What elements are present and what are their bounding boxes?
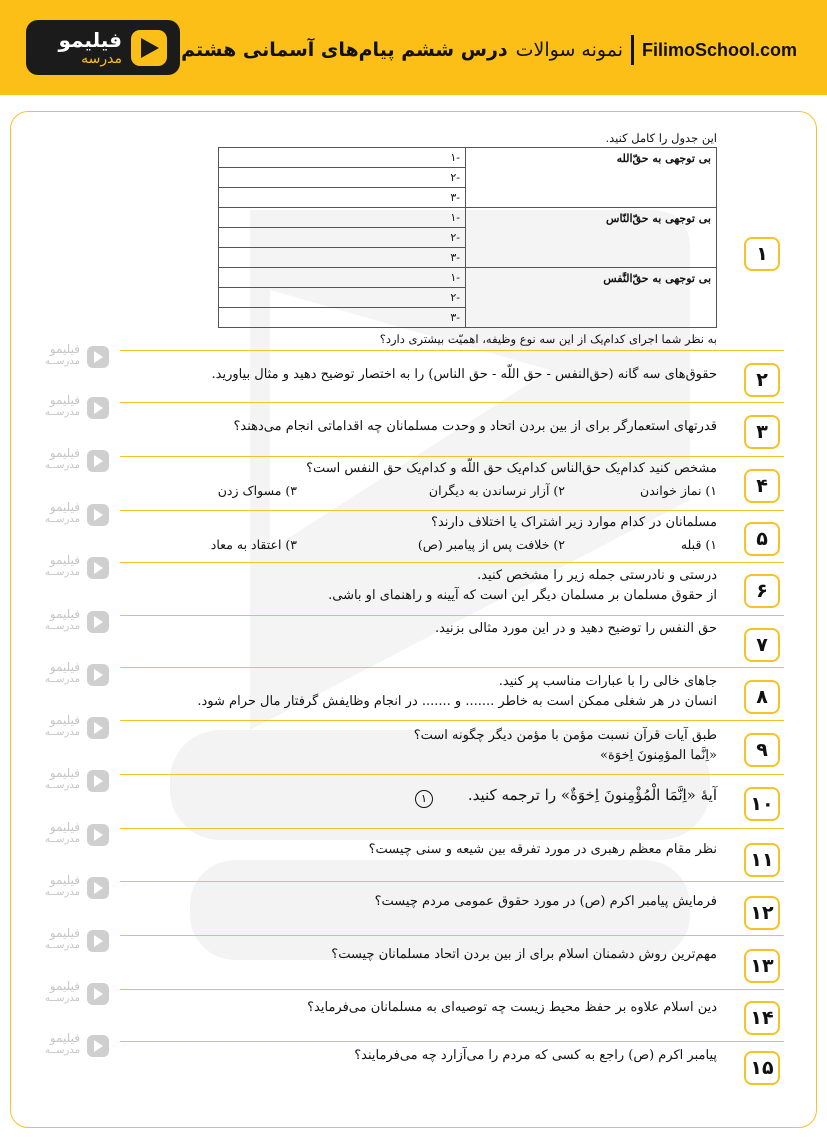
lesson-title: درس ششم پیام‌های آسمانی هشتم [181,39,508,61]
question-divider [120,456,784,457]
question-number: ۹ [744,733,780,767]
side-logo-text: فیلیمو [49,607,80,621]
side-watermark-logo [30,393,110,423]
q1-category: بی توجهی به حقّ‌النّاس [466,208,717,268]
side-logo-subtext: مدرســه [44,407,80,418]
side-logo-subtext: مدرســه [44,993,80,1004]
answer-option[interactable]: ۱) قبله [680,537,717,552]
q1-category: بی توجهی به حقّ‌الله [466,148,717,208]
question-text: مسلمانان در کدام موارد زیر اشتراک یا اختلاف دارند؟ [431,515,717,530]
side-watermark-logo [30,1031,110,1061]
side-watermark-logo [30,926,110,956]
logo-text: فیلیمو [58,28,122,52]
header-lead: نمونه سوالات [515,39,623,61]
side-logo-subtext: مدرســه [44,727,80,738]
table-row [219,268,717,288]
side-logo-subtext: مدرســه [44,1045,80,1056]
side-logo-text: فیلیمو [49,713,80,727]
play-icon [86,610,110,634]
answer-option[interactable]: ۲) خلافت پس از پیامبر (ص) [417,537,565,552]
side-watermark-logo [30,979,110,1009]
play-icon [86,449,110,473]
question-number: ۱۳ [744,949,780,983]
question-number: ۱۰ [744,787,780,821]
side-logo-subtext: مدرســه [44,780,80,791]
side-watermark-logo [30,873,110,903]
question-text: قدرتهای استعمارگر برای از بین بردن اتحاد و وحدت مسلمانان چه اقداماتی انجام می‌دهند؟ [233,419,717,434]
page-header [0,0,827,95]
play-icon [86,556,110,580]
question-number: ۱۱ [744,843,780,877]
site-link[interactable]: FilimoSchool.com [641,39,797,60]
play-icon [86,716,110,740]
header-divider [631,35,634,65]
play-icon [86,396,110,420]
side-logo-subtext: مدرســه [44,940,80,951]
side-logo-text: فیلیمو [49,873,80,887]
question-divider [120,667,784,668]
q1-answer-cell[interactable]: -۱ [219,268,466,288]
question-divider [120,615,784,616]
question-number: ۱۵ [744,1051,780,1085]
q1-answer-cell[interactable]: -۱ [219,148,466,168]
side-watermark-logo [30,607,110,637]
question-divider [120,935,784,936]
side-logo-subtext: مدرســه [44,887,80,898]
side-logo-text: فیلیمو [49,553,80,567]
table-row [219,148,717,168]
q1-answer-cell[interactable]: -۳ [219,248,466,268]
side-watermark-logo [30,500,110,530]
side-logo-subtext: مدرســه [44,834,80,845]
play-icon [86,663,110,687]
side-watermark-logo [30,713,110,743]
question-divider [120,562,784,563]
table-row [219,208,717,228]
q1-answer-cell[interactable]: -۲ [219,228,466,248]
side-logo-subtext: مدرســه [44,674,80,685]
question-text: انسان در هر شغلی ممکن است به خاطر ....... و ....... در انجام وظایفش گرفتار مال حرام شود. [197,694,717,709]
play-icon [86,769,110,793]
side-logo-subtext: مدرســه [44,567,80,578]
question-divider [120,402,784,403]
side-watermark-logo [30,446,110,476]
side-logo-subtext: مدرســه [44,460,80,471]
side-logo-subtext: مدرســه [44,621,80,632]
answer-option[interactable]: ۳) مسواک زدن [217,483,297,498]
q1-answer-cell[interactable]: -۳ [219,308,466,328]
side-logo-text: فیلیمو [49,500,80,514]
question-text: حق النفس را توضیح دهید و در این مورد مثالی بزنید. [435,621,717,636]
q1-followup: به نظر شما اجرای کدام‌یک از این سه نوع وظیفه، اهمیّت بیشتری دارد؟ [379,332,717,346]
question-number: ۱۲ [744,896,780,930]
question-text: دین اسلام علاوه بر حفظ محیط زیست چه توصیه‌ای به مسلمانان می‌فرماید؟ [307,1000,717,1015]
q1-answer-cell[interactable]: -۱ [219,208,466,228]
side-logo-text: فیلیمو [49,926,80,940]
question-text: مشخص کنید کدام‌یک حق‌الناس کدام‌یک حق اللّه و کدام‌یک حق النفس است؟ [306,461,717,476]
question-number: ۴ [744,469,780,503]
q1-answer-cell[interactable]: -۲ [219,288,466,308]
question-divider [120,828,784,829]
question-divider [120,720,784,721]
side-logo-text: فیلیمو [49,820,80,834]
side-watermark-logo [30,553,110,583]
question-number: ۸ [744,680,780,714]
play-icon [86,982,110,1006]
side-logo-text: فیلیمو [49,766,80,780]
question-divider [120,881,784,882]
logo-subtext: مدرسه [81,51,122,67]
answer-option[interactable]: ۳) اعتقاد به معاد [210,537,297,552]
answer-option[interactable]: ۲) آزار نرساندن به دیگران [428,483,565,498]
q1-table [218,147,717,328]
brand-logo[interactable] [26,20,180,75]
answer-option[interactable]: ۱) نماز خواندن [640,483,717,498]
side-logo-text: فیلیمو [49,342,80,356]
side-logo-text: فیلیمو [49,446,80,460]
side-logo-text: فیلیمو [49,393,80,407]
play-icon [86,823,110,847]
q1-category: بی توجهی به حقّ‌النَّفس [466,268,717,328]
question-text: مهم‌ترین روش دشمنان اسلام برای از بین بردن اتحاد مسلمانان چیست؟ [331,947,717,962]
question-text: نظر مقام معظم رهبری در مورد تفرقه بین شیعه و سنی چیست؟ [368,842,717,857]
question-divider [120,1041,784,1042]
question-text: جاهای خالی را با عبارات مناسب پر کنید. [498,674,717,689]
q1-answer-cell[interactable]: -۳ [219,188,466,208]
question-number: ۱۴ [744,1001,780,1035]
question-divider [120,989,784,990]
play-icon [86,1034,110,1058]
side-logo-text: فیلیمو [49,660,80,674]
question-divider [120,510,784,511]
side-watermark-logo [30,660,110,690]
side-logo-subtext: مدرســه [44,356,80,367]
score-badge: ۱ [415,790,433,808]
question-divider [120,774,784,775]
question-text: فرمایش پیامبر اکرم (ص) در مورد حقوق عمومی مردم چیست؟ [374,894,717,909]
question-text: پیامبر اکرم (ص) راجع به کسی که مردم را می‌آزارد چه می‌فرمایند؟ [354,1048,717,1063]
question-number: ۷ [744,628,780,662]
question-text: درستی و نادرستی جمله زیر را مشخص کنید. [477,568,717,583]
question-text: آیهٔ «اِنَّمَا الْمُؤْمِنونَ اِخوَةٌ» را ترجمه کنید. [467,786,717,804]
side-logo-text: فیلیمو [49,1031,80,1045]
play-icon [86,503,110,527]
question-text: «اِنَّما المؤمِنونَ اِخوَة» [599,748,717,763]
side-logo-subtext: مدرســه [44,514,80,525]
side-watermark-logo [30,342,110,372]
question-text: از حقوق مسلمان بر مسلمان دیگر این است که آیینه و راهنمای او باشی. [328,588,717,603]
question-number: ۵ [744,522,780,556]
question-divider [120,350,784,351]
q1-instruction: این جدول را کامل کنید. [605,131,717,145]
q1-answer-cell[interactable]: -۲ [219,168,466,188]
question-number: ۶ [744,574,780,608]
header-title [181,30,797,70]
question-number: ۱ [744,237,780,271]
question-text: طبق آیات قرآن نسبت مؤمن با مؤمن دیگر چگونه است؟ [413,728,717,743]
side-watermark-logo [30,766,110,796]
question-number: ۲ [744,363,780,397]
question-number: ۳ [744,415,780,449]
side-watermark-logo [30,820,110,850]
play-icon [86,876,110,900]
play-icon [130,29,168,67]
question-text: حقوق‌های سه گانه (حق‌النفس - حق اللّه - حق الناس) را به اختصار توضیح دهید و مثال بیاورید. [211,367,717,382]
side-logo-text: فیلیمو [49,979,80,993]
play-icon [86,345,110,369]
play-icon [86,929,110,953]
